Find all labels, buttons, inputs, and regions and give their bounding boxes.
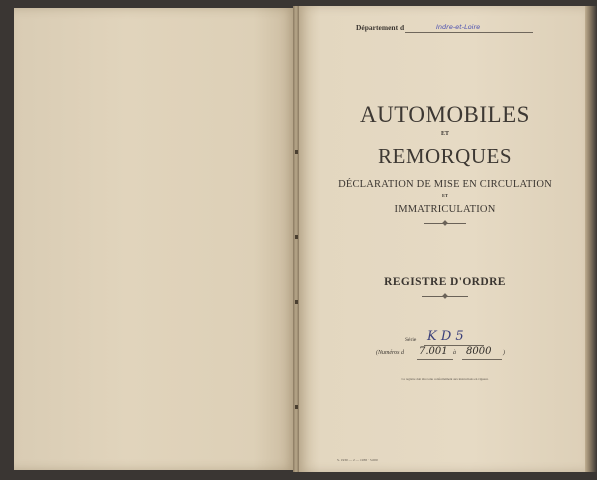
numeros-line <box>462 359 502 360</box>
right-page-title <box>297 6 585 472</box>
title-remorques: REMORQUES <box>377 144 513 168</box>
numeros-close: ) <box>503 350 505 356</box>
page-edge <box>585 6 597 472</box>
serie-value: K D 5 <box>427 329 464 344</box>
numeros-line <box>417 359 453 360</box>
subtitle-et: ET <box>441 193 448 198</box>
subtitle-declaration: DÉCLARATION DE MISE EN CIRCULATION <box>338 179 552 190</box>
subtitle-immatriculation: IMMATRICULATION <box>394 204 496 215</box>
registre-heading: REGISTRE D'ORDRE <box>384 276 506 288</box>
title-et: ET <box>440 131 449 137</box>
title-automobiles: AUTOMOBILES <box>360 102 530 127</box>
binding-stitch <box>295 235 298 239</box>
numeros-to: 8000 <box>466 346 492 357</box>
departement-line <box>405 32 533 33</box>
binding-stitch <box>295 150 298 154</box>
left-page-blank <box>14 8 296 470</box>
numeros-from: 7.001 <box>419 346 448 357</box>
book-spine <box>293 6 299 472</box>
flourish-divider <box>424 223 466 224</box>
numeros-label: (Numéros d <box>376 350 404 356</box>
footnote: Ce registre doit être tenu conformément aux instructions en vigueur. <box>401 377 489 381</box>
binding-stitch <box>295 405 298 409</box>
binding-stitch <box>295 300 298 304</box>
departement-label: Département d <box>356 23 405 32</box>
print-reference: S. 1930 — 2 — 1938 · 5.000 <box>337 458 378 462</box>
numeros-separator: à <box>453 350 456 356</box>
departement-value: Indre-et-Loire <box>436 23 481 31</box>
flourish-divider <box>422 296 468 297</box>
serie-label: Série <box>405 337 417 343</box>
